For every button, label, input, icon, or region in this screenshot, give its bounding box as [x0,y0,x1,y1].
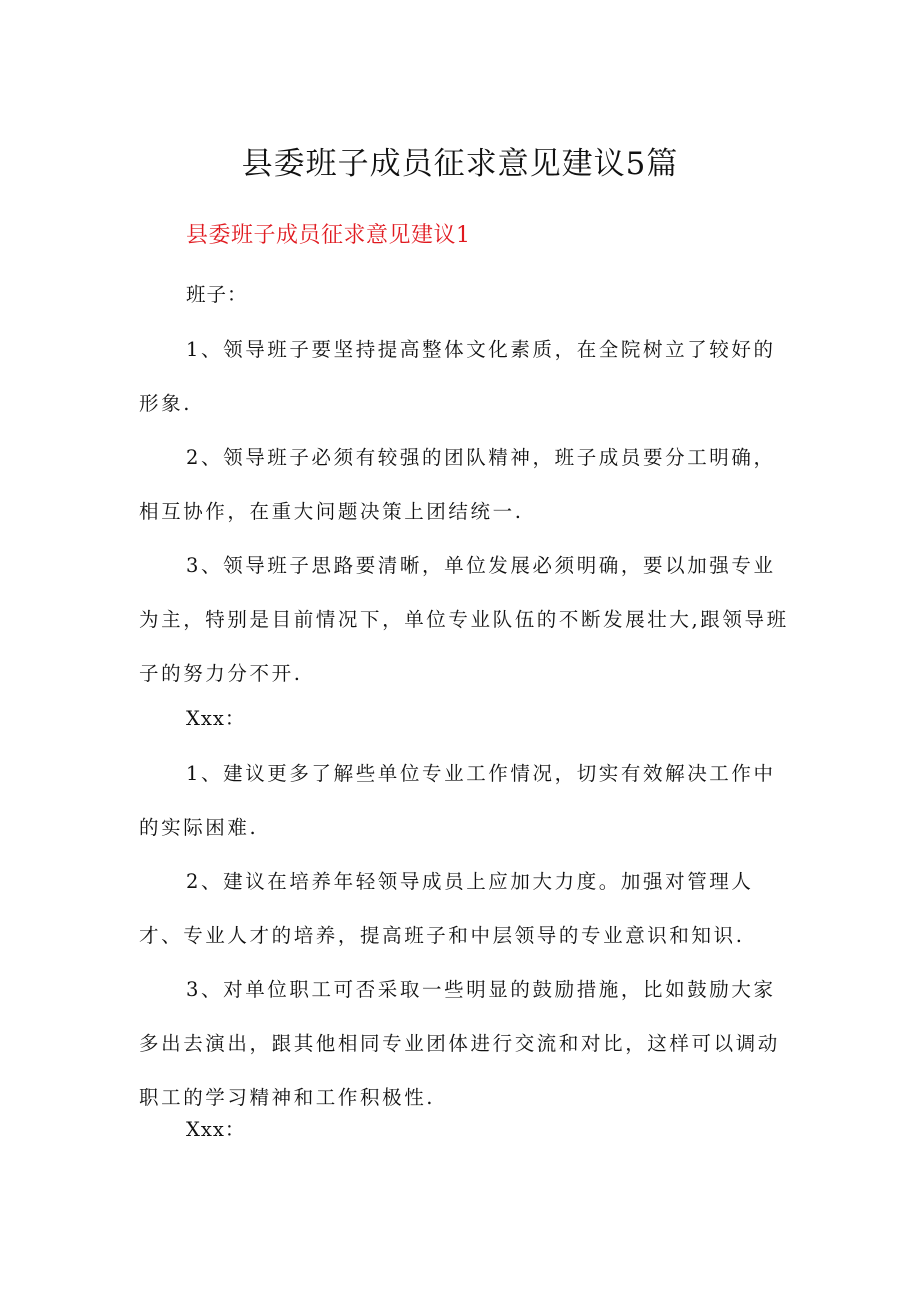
group-label-xxx-1: Xxx： [186,707,246,730]
paragraph-banzi-3: 3、领导班子思路要清晰，单位发展必须明确，要以加强专业为主，特别是目前情况下，单位专业队伍的不断发展壮大,跟领导班子的努力分不开. [139,554,789,685]
section-heading-1: 县委班子成员征求意见建议1 [186,223,471,248]
paragraph-xxx-2: 2、建议在培养年轻领导成员上应加大力度。加强对管理人才、专业人才的培养，提高班子和中层领导的专业意识和知识. [139,870,754,947]
paragraph-banzi-1: 1、领导班子要坚持提高整体文化素质，在全院树立了较好的形象. [139,338,776,415]
group-label-xxx-2: Xxx： [186,1118,246,1141]
document-title: 县委班子成员征求意见建议5篇 [241,146,679,182]
paragraph-banzi-2: 2、领导班子必须有较强的团队精神，班子成员要分工明确，相互协作，在重大问题决策上团结统一. [139,446,776,523]
group-label-banzi: 班子： [186,283,248,306]
paragraph-xxx-1: 1、建议更多了解些单位专业工作情况，切实有效解决工作中的实际困难. [139,762,776,839]
paragraph-xxx-3: 3、对单位职工可否采取一些明显的鼓励措施，比如鼓励大家多出去演出，跟其他相同专业团体进行交流和对比，这样可以调动职工的学习精神和工作积极性. [139,978,780,1109]
